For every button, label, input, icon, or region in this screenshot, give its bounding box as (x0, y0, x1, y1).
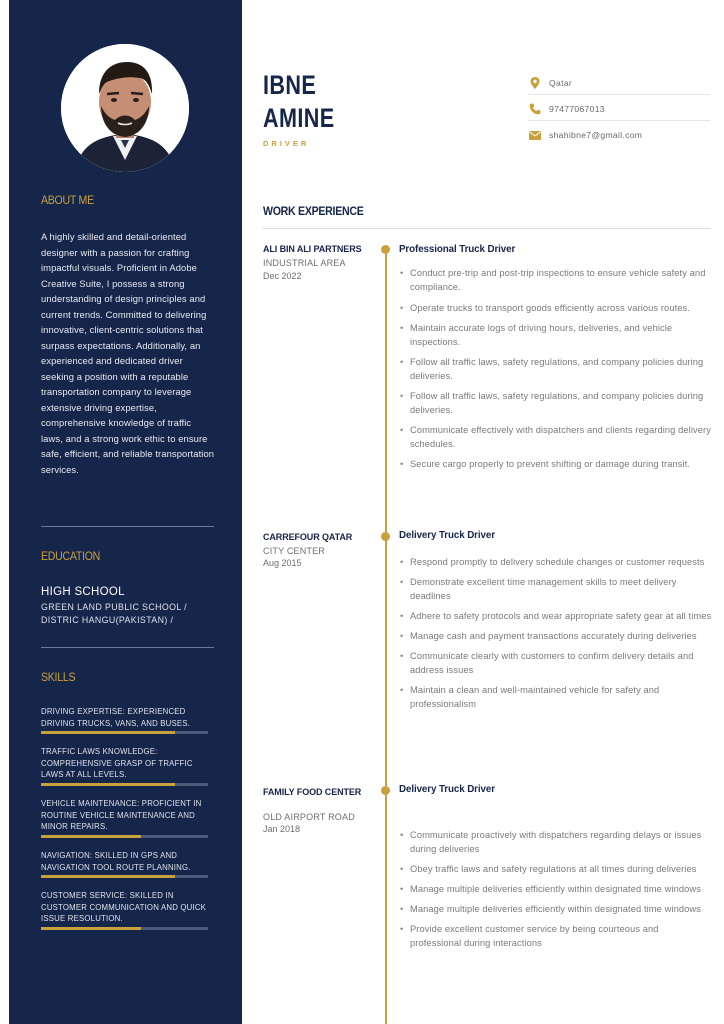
skill-text: VEHICLE MAINTENANCE: PROFICIENT IN ROUTINE VEHICLE MAINTENANCE AND MINOR REPAIRS. (41, 799, 202, 831)
contact-text: shahibne7@gmail.com (549, 130, 643, 140)
skill-bar-fill (41, 927, 141, 930)
contact-email[interactable] (528, 123, 710, 147)
contact-text: 97477067013 (549, 103, 605, 114)
last-name: AMINE (263, 103, 335, 133)
about-heading: ABOUT ME (41, 195, 94, 207)
job-title: Delivery Truck Driver (399, 530, 495, 541)
duty-item: • Demonstrate excellent time management skills to meet delivery deadlines (400, 575, 712, 603)
skill-bar (41, 927, 208, 930)
duty-item: • Respond promptly to delivery schedule changes or customer requests (400, 555, 712, 569)
skill-item (41, 850, 211, 878)
map-pin-icon (528, 76, 542, 90)
skill-item (41, 798, 211, 838)
duty-item: • Maintain accurate logs of driving hours, deliveries, and vehicle inspections. (400, 321, 712, 349)
duty-item: • Conduct pre-trip and post-trip inspections to ensure vehicle safety and compliance. (400, 266, 712, 294)
contact-text: Qatar (549, 77, 572, 88)
job-company: FAMILY FOOD CENTER (263, 787, 362, 797)
duty-item: • Obey traffic laws and safety regulations at all times during deliveries (400, 862, 712, 876)
job-title: Delivery Truck Driver (399, 784, 495, 795)
timeline-line (385, 248, 387, 1024)
duty-item: • Communicate effectively with dispatchers and clients regarding delivery schedules. (400, 423, 712, 451)
job-company: CARREFOUR QATAR (263, 532, 353, 542)
skill-text: CUSTOMER SERVICE: SKILLED IN CUSTOMER COMMUNICATION AND QUICK ISSUE RESOLUTION. (41, 891, 207, 923)
first-name: IBNE (263, 70, 317, 100)
duty-item: • Manage cash and payment transactions accurately during deliveries (400, 629, 712, 643)
skill-bar-fill (41, 731, 175, 734)
duty-item: • Secure cargo properly to prevent shifting or damage during transit. (400, 457, 712, 471)
education-level: HIGH SCHOOL (41, 586, 125, 598)
duty-item: • Provide excellent customer service by being courteous and professional during interactions (400, 922, 712, 950)
contact-location (528, 71, 710, 95)
skill-item (41, 746, 211, 786)
divider (41, 526, 214, 527)
skill-bar (41, 835, 208, 838)
education-school: GREEN LAND PUBLIC SCHOOL / DISTRIC HANGU(PAKISTAN) / (41, 602, 187, 625)
job-duties (400, 266, 712, 471)
skill-bar (41, 731, 208, 734)
skill-bar-fill (41, 783, 175, 786)
duty-item: • Adhere to safety protocols and wear appropriate safety gear at all times (400, 609, 712, 623)
skill-bar (41, 875, 208, 878)
timeline-dot (381, 245, 390, 254)
job-company: ALI BIN ALI PARTNERS (263, 244, 362, 254)
timeline-dot (381, 786, 390, 795)
duty-item: • Communicate clearly with customers to confirm delivery details and address issues (400, 649, 712, 677)
job-location: OLD AIRPORT ROAD (263, 812, 355, 822)
education-heading: EDUCATION (41, 551, 101, 563)
sidebar (9, 0, 242, 1024)
skill-bar (41, 783, 208, 786)
phone-icon (528, 102, 542, 116)
skill-text: DRIVING EXPERTISE: EXPERIENCED DRIVING TRUCKS, VANS, AND BUSES. (41, 707, 191, 728)
duty-item: • Maintain a clean and well-maintained vehicle for safety and professionalism (400, 683, 712, 711)
job-date: Dec 2022 (263, 271, 302, 281)
job-title: Professional Truck Driver (399, 244, 516, 255)
job-duties (400, 555, 712, 711)
job-role: DRIVER (263, 139, 310, 148)
page-margin (0, 0, 9, 1024)
divider (41, 647, 214, 648)
skill-text: TRAFFIC LAWS KNOWLEDGE: COMPREHENSIVE GRASP OF TRAFFIC LAWS AT ALL LEVELS. (41, 747, 193, 779)
about-text: A highly skilled and detail-oriented designer with a passion for crafting impactful visuals. Proficient in Adobe Creative Suite, I possess a strong understanding of design principles and current trends. Committed to delivering innovative, client-centric solutions that surpass expectations. Additionally, an experienced and dedicated driver seeking a position with a reputable transportation company to leverage extensive driving expertise, comprehensive knowledge of traffic laws, and a strong work ethic to ensure safe, efficient, and reliable transportation services. (41, 231, 215, 475)
profile-photo (61, 44, 189, 172)
work-experience-heading: WORK EXPERIENCE (263, 206, 364, 218)
job-date: Jan 2018 (263, 824, 301, 834)
duty-item: • Manage multiple deliveries efficiently within designated time windows (400, 882, 712, 896)
skill-item (41, 706, 211, 734)
job-date: Aug 2015 (263, 558, 302, 568)
job-duties (400, 828, 712, 950)
contact-phone[interactable] (528, 97, 710, 121)
mail-icon (528, 128, 542, 142)
job-location: CITY CENTER (263, 546, 326, 556)
skill-text: NAVIGATION: SKILLED IN GPS AND NAVIGATION TOOL ROUTE PLANNING. (41, 851, 191, 872)
duty-item: • Communicate proactively with dispatchers regarding delays or issues during deliveries (400, 828, 712, 856)
duty-item: • Follow all traffic laws, safety regulations, and company policies during deliveries. (400, 389, 712, 417)
timeline-dot (381, 532, 390, 541)
skill-bar-fill (41, 875, 175, 878)
section-rule (263, 228, 711, 229)
skill-item (41, 890, 211, 930)
skills-heading: SKILLS (41, 672, 76, 684)
skill-bar-fill (41, 835, 141, 838)
duty-item: • Follow all traffic laws, safety regulations, and company policies during deliveries. (400, 355, 712, 383)
duty-item: • Manage multiple deliveries efficiently within designated time windows (400, 902, 712, 916)
duty-item: • Operate trucks to transport goods efficiently across various routes. (400, 301, 712, 315)
avatar-portrait (61, 44, 189, 172)
job-location: INDUSTRIAL AREA (263, 258, 346, 268)
